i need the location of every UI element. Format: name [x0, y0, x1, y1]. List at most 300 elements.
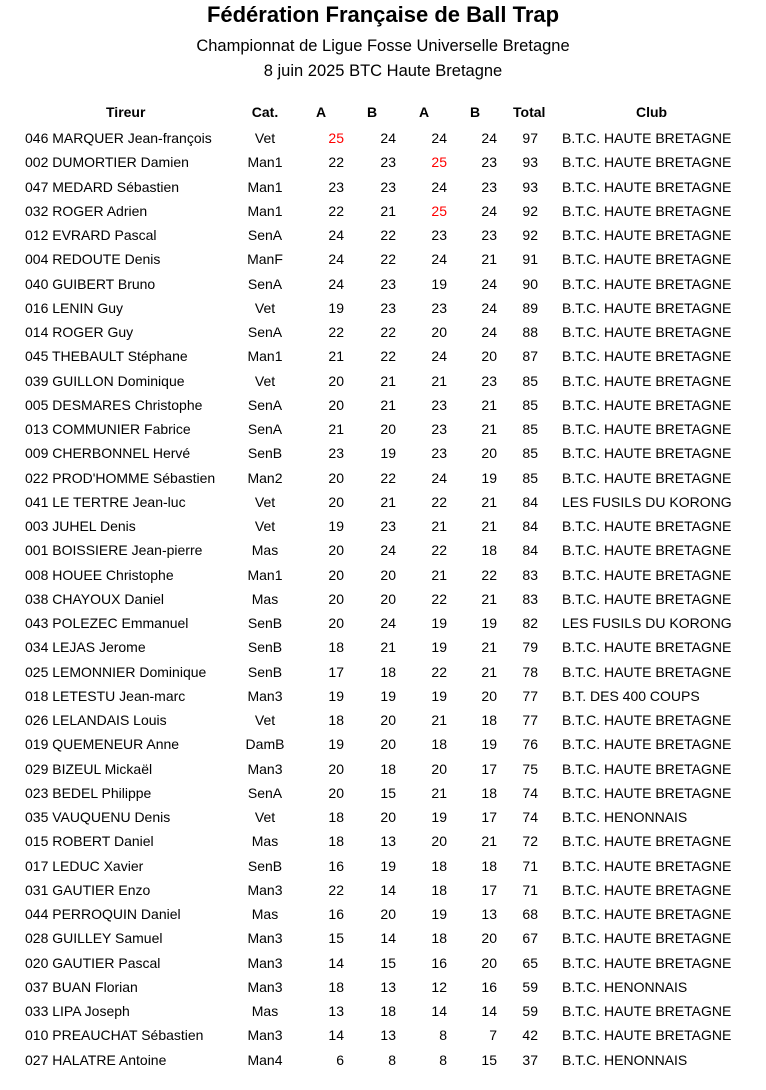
score-1: 19: [328, 687, 344, 704]
score-4: 24: [481, 324, 497, 340]
score-2: 21: [380, 372, 396, 389]
shooter-name: 040 GUIBERT Bruno: [25, 275, 156, 292]
score-1: 22: [328, 324, 344, 340]
table-row: [0, 417, 766, 441]
score-3: 25: [431, 154, 447, 171]
score-1: 22: [328, 202, 344, 219]
score-4: 21: [481, 833, 497, 850]
shooter-name: 025 LEMONNIER Dominique: [25, 663, 207, 680]
category: Man1: [247, 154, 283, 171]
total-score: 71: [522, 881, 538, 898]
score-4: 21: [481, 493, 497, 510]
score-4: 17: [481, 760, 497, 777]
score-2: 15: [380, 784, 396, 801]
score-2: 14: [380, 930, 396, 947]
shooter-name: 014 ROGER Guy: [25, 324, 134, 340]
document-subtitle: Championnat de Ligue Fosse Universelle Bretagne: [196, 37, 570, 55]
shooter-name: 004 REDOUTE Denis: [25, 251, 161, 268]
score-4: 21: [481, 663, 497, 680]
category: Vet: [254, 809, 276, 825]
score-2: 19: [380, 857, 396, 874]
table-row: [0, 757, 766, 781]
table-row: [0, 781, 766, 805]
score-1: 14: [328, 1027, 344, 1044]
category: SenA: [247, 396, 283, 413]
score-2: 22: [380, 251, 396, 268]
score-3: 22: [431, 542, 447, 559]
table-row: [0, 272, 766, 296]
score-2: 22: [380, 324, 396, 340]
score-1: 22: [328, 154, 344, 171]
score-4: 23: [481, 178, 497, 195]
score-3: 22: [431, 493, 447, 510]
table-row: [0, 854, 766, 878]
score-1: 21: [328, 421, 344, 437]
score-2: 20: [380, 421, 396, 437]
score-4: 20: [481, 930, 497, 947]
total-score: 87: [522, 348, 538, 365]
score-4: 20: [481, 348, 497, 365]
shooter-name: 031 GAUTIER Enzo: [25, 881, 151, 898]
table-row: [0, 684, 766, 708]
category: Man3: [247, 978, 283, 995]
score-1: 23: [328, 445, 344, 462]
score-4: 20: [481, 445, 497, 462]
score-2: 22: [380, 469, 396, 486]
score-2: 20: [380, 590, 396, 607]
score-3: 18: [431, 857, 447, 874]
score-3: 19: [431, 615, 447, 631]
club-name: B.T.C. HAUTE BRETAGNE: [562, 590, 732, 607]
header-score-4: B: [470, 104, 481, 120]
score-1: 18: [328, 978, 344, 995]
score-4: 7: [489, 1027, 497, 1044]
total-score: 82: [522, 615, 538, 631]
total-score: 85: [522, 421, 538, 437]
total-score: 92: [522, 227, 538, 243]
total-score: 65: [522, 954, 538, 971]
results-table-body: [0, 126, 766, 1072]
table-row: [0, 951, 766, 975]
category: Vet: [254, 130, 276, 146]
category: Man3: [247, 760, 283, 777]
total-score: 74: [522, 784, 538, 801]
table-row: [0, 199, 766, 223]
score-3: 22: [431, 590, 447, 607]
header-tireur: Tireur: [106, 104, 146, 120]
score-4: 21: [481, 396, 497, 413]
category: SenA: [247, 275, 283, 292]
category: DamB: [245, 736, 285, 753]
club-name: B.T.C. HAUTE BRETAGNE: [562, 348, 732, 365]
club-name: B.T.C. HAUTE BRETAGNE: [562, 372, 732, 389]
club-name: B.T.C. HAUTE BRETAGNE: [562, 445, 732, 462]
score-3: 18: [431, 930, 447, 947]
total-score: 84: [522, 518, 538, 534]
score-4: 18: [481, 784, 497, 801]
category: ManF: [247, 251, 283, 268]
score-3: 24: [431, 130, 447, 146]
shooter-name: 005 DESMARES Christophe: [25, 396, 203, 413]
total-score: 93: [522, 178, 538, 195]
category: Mas: [251, 906, 279, 922]
score-4: 18: [481, 857, 497, 874]
shooter-name: 034 LEJAS Jerome: [25, 639, 146, 656]
score-1: 20: [328, 542, 344, 559]
table-row: [0, 393, 766, 417]
category: Vet: [254, 372, 276, 389]
category: Man3: [247, 930, 283, 947]
score-2: 19: [380, 445, 396, 462]
total-score: 89: [522, 299, 538, 316]
shooter-name: 032 ROGER Adrien: [25, 202, 148, 219]
score-1: 20: [328, 760, 344, 777]
table-row: [0, 1048, 766, 1072]
score-3: 19: [431, 809, 447, 825]
table-row: [0, 587, 766, 611]
score-1: 18: [328, 639, 344, 656]
score-1: 18: [328, 833, 344, 850]
club-name: B.T.C. HAUTE BRETAGNE: [562, 881, 732, 898]
score-2: 18: [380, 1003, 396, 1019]
shooter-name: 018 LETESTU Jean-marc: [25, 687, 186, 704]
club-name: B.T.C. HAUTE BRETAGNE: [562, 542, 732, 559]
club-name: B.T.C. HENONNAIS: [562, 978, 688, 995]
score-3: 21: [431, 784, 447, 801]
shooter-name: 002 DUMORTIER Damien: [25, 154, 189, 171]
score-1: 21: [328, 348, 344, 365]
event-date-location: 8 juin 2025 BTC Haute Bretagne: [263, 62, 503, 80]
table-row: [0, 296, 766, 320]
club-name: B.T.C. HAUTE BRETAGNE: [562, 930, 732, 947]
table-row: [0, 175, 766, 199]
club-name: B.T.C. HENONNAIS: [562, 809, 688, 825]
score-1: 24: [328, 227, 344, 243]
total-score: 42: [522, 1027, 538, 1044]
shooter-name: 003 JUHEL Denis: [25, 518, 136, 534]
category: SenB: [247, 639, 283, 656]
score-4: 24: [481, 299, 497, 316]
score-2: 20: [380, 736, 396, 753]
total-score: 88: [522, 324, 538, 340]
category: SenA: [247, 421, 283, 437]
header-score-2: B: [367, 104, 378, 120]
score-3: 21: [431, 372, 447, 389]
club-name: B.T.C. HAUTE BRETAGNE: [562, 154, 732, 171]
score-4: 24: [481, 202, 497, 219]
total-score: 67: [522, 930, 538, 947]
score-2: 20: [380, 712, 396, 728]
score-3: 24: [431, 178, 447, 195]
total-score: 93: [522, 154, 538, 171]
score-2: 22: [380, 227, 396, 243]
club-name: B.T.C. HAUTE BRETAGNE: [562, 469, 732, 486]
total-score: 72: [522, 833, 538, 850]
category: Man1: [247, 348, 283, 365]
score-4: 23: [481, 154, 497, 171]
score-3: 24: [431, 251, 447, 268]
shooter-name: 047 MEDARD Sébastien: [25, 178, 180, 195]
shooter-name: 026 LELANDAIS Louis: [25, 712, 167, 728]
category: Man1: [247, 566, 283, 583]
score-3: 16: [431, 954, 447, 971]
total-score: 71: [522, 857, 538, 874]
table-row: [0, 805, 766, 829]
score-3: 25: [431, 202, 447, 219]
shooter-name: 023 BEDEL Philippe: [25, 784, 152, 801]
score-4: 17: [481, 881, 497, 898]
score-4: 14: [481, 1003, 497, 1019]
shooter-name: 012 EVRARD Pascal: [25, 227, 157, 243]
table-row: [0, 878, 766, 902]
score-1: 19: [328, 299, 344, 316]
category: Man1: [247, 178, 283, 195]
category: Mas: [251, 542, 279, 559]
table-row: [0, 538, 766, 562]
score-3: 19: [431, 275, 447, 292]
club-name: B.T.C. HAUTE BRETAGNE: [562, 639, 732, 656]
shooter-name: 043 POLEZEC Emmanuel: [25, 615, 189, 631]
club-name: B.T.C. HAUTE BRETAGNE: [562, 130, 732, 146]
score-4: 21: [481, 251, 497, 268]
score-3: 8: [439, 1027, 447, 1044]
total-score: 78: [522, 663, 538, 680]
total-score: 83: [522, 590, 538, 607]
total-score: 79: [522, 639, 538, 656]
table-row: [0, 1023, 766, 1047]
score-1: 20: [328, 784, 344, 801]
club-name: B.T.C. HAUTE BRETAGNE: [562, 954, 732, 971]
club-name: B.T.C. HAUTE BRETAGNE: [562, 251, 732, 268]
score-4: 21: [481, 639, 497, 656]
club-name: B.T.C. HAUTE BRETAGNE: [562, 1003, 732, 1019]
score-3: 23: [431, 299, 447, 316]
shooter-name: 045 THEBAULT Stéphane: [25, 348, 188, 365]
score-1: 18: [328, 712, 344, 728]
total-score: 76: [522, 736, 538, 753]
total-score: 77: [522, 687, 538, 704]
club-name: B.T.C. HAUTE BRETAGNE: [562, 178, 732, 195]
total-score: 59: [522, 978, 538, 995]
shooter-name: 029 BIZEUL Mickaël: [25, 760, 153, 777]
score-4: 19: [481, 736, 497, 753]
club-name: B.T.C. HAUTE BRETAGNE: [562, 663, 732, 680]
score-3: 23: [431, 396, 447, 413]
score-1: 25: [328, 130, 344, 146]
club-name: B.T.C. HAUTE BRETAGNE: [562, 421, 732, 437]
table-row: [0, 926, 766, 950]
club-name: B.T.C. HAUTE BRETAGNE: [562, 566, 732, 583]
score-4: 20: [481, 687, 497, 704]
score-1: 14: [328, 954, 344, 971]
club-name: B.T.C. HAUTE BRETAGNE: [562, 736, 732, 753]
category: Man3: [247, 1027, 283, 1044]
score-1: 24: [328, 251, 344, 268]
score-1: 20: [328, 372, 344, 389]
table-row: [0, 611, 766, 635]
score-2: 20: [380, 906, 396, 922]
category: SenB: [247, 445, 283, 462]
score-2: 14: [380, 881, 396, 898]
score-2: 13: [380, 833, 396, 850]
score-2: 23: [380, 154, 396, 171]
score-2: 22: [380, 348, 396, 365]
table-row: [0, 369, 766, 393]
score-2: 21: [380, 202, 396, 219]
table-row: [0, 441, 766, 465]
shooter-name: 022 PROD'HOMME Sébastien: [25, 469, 216, 486]
score-4: 20: [481, 954, 497, 971]
score-1: 19: [328, 518, 344, 534]
table-row: [0, 660, 766, 684]
shooter-name: 044 PERROQUIN Daniel: [25, 906, 181, 922]
score-3: 19: [431, 687, 447, 704]
category: Man2: [247, 469, 283, 486]
table-row: [0, 150, 766, 174]
score-2: 13: [380, 978, 396, 995]
shooter-name: 037 BUAN Florian: [25, 978, 138, 995]
category: SenB: [247, 857, 283, 874]
score-1: 20: [328, 493, 344, 510]
club-name: B.T.C. HAUTE BRETAGNE: [562, 906, 732, 922]
score-1: 18: [328, 809, 344, 825]
shooter-name: 041 LE TERTRE Jean-luc: [25, 493, 186, 510]
score-3: 18: [431, 881, 447, 898]
score-1: 19: [328, 736, 344, 753]
shooter-name: 017 LEDUC Xavier: [25, 857, 144, 874]
score-4: 21: [481, 421, 497, 437]
score-2: 8: [388, 1051, 396, 1068]
shooter-name: 010 PREAUCHAT Sébastien: [25, 1027, 204, 1044]
category: Man1: [247, 202, 283, 219]
score-2: 19: [380, 687, 396, 704]
score-3: 23: [431, 421, 447, 437]
score-3: 20: [431, 324, 447, 340]
shooter-name: 020 GAUTIER Pascal: [25, 954, 161, 971]
table-row: [0, 247, 766, 271]
club-name: B.T.C. HAUTE BRETAGNE: [562, 518, 732, 534]
score-3: 8: [439, 1051, 447, 1068]
header-score-3: A: [419, 104, 430, 120]
score-3: 18: [431, 736, 447, 753]
shooter-name: 016 LENIN Guy: [25, 299, 124, 316]
table-row: [0, 708, 766, 732]
score-1: 24: [328, 275, 344, 292]
category: SenA: [247, 227, 283, 243]
table-row: [0, 975, 766, 999]
shooter-name: 027 HALATRE Antoine: [25, 1051, 167, 1068]
table-row: [0, 320, 766, 344]
score-1: 17: [328, 663, 344, 680]
table-row: [0, 732, 766, 756]
score-2: 23: [380, 275, 396, 292]
total-score: 84: [522, 493, 538, 510]
category: Mas: [251, 590, 279, 607]
score-4: 24: [481, 130, 497, 146]
score-4: 16: [481, 978, 497, 995]
category: Vet: [254, 712, 276, 728]
club-name: B.T.C. HAUTE BRETAGNE: [562, 784, 732, 801]
score-3: 21: [431, 518, 447, 534]
total-score: 85: [522, 469, 538, 486]
score-4: 19: [481, 469, 497, 486]
table-row: [0, 223, 766, 247]
score-1: 16: [328, 906, 344, 922]
total-score: 75: [522, 760, 538, 777]
total-score: 92: [522, 202, 538, 219]
category: Mas: [251, 1003, 279, 1019]
score-1: 23: [328, 178, 344, 195]
table-row: [0, 514, 766, 538]
header-total: Total: [513, 104, 546, 120]
club-name: B.T.C. HAUTE BRETAGNE: [562, 1027, 732, 1044]
score-3: 21: [431, 566, 447, 583]
score-4: 19: [481, 615, 497, 631]
category: Vet: [254, 518, 276, 534]
table-row: [0, 635, 766, 659]
score-2: 18: [380, 663, 396, 680]
club-name: B.T. DES 400 COUPS: [562, 687, 700, 704]
score-4: 24: [481, 275, 497, 292]
table-row: [0, 344, 766, 368]
score-1: 13: [328, 1003, 344, 1019]
score-3: 22: [431, 663, 447, 680]
category: SenA: [247, 784, 283, 801]
score-3: 19: [431, 639, 447, 656]
score-4: 21: [481, 590, 497, 607]
total-score: 85: [522, 396, 538, 413]
score-2: 23: [380, 518, 396, 534]
score-3: 20: [431, 833, 447, 850]
score-3: 23: [431, 445, 447, 462]
club-name: LES FUSILS DU KORONG: [562, 493, 732, 510]
score-1: 20: [328, 615, 344, 631]
score-2: 20: [380, 566, 396, 583]
club-name: B.T.C. HENONNAIS: [562, 1051, 688, 1068]
score-2: 21: [380, 396, 396, 413]
total-score: 85: [522, 445, 538, 462]
shooter-name: 033 LIPA Joseph: [25, 1003, 130, 1019]
score-4: 15: [481, 1051, 497, 1068]
table-row: [0, 999, 766, 1023]
document-title: Fédération Française de Ball Trap: [206, 2, 560, 27]
score-1: 15: [328, 930, 344, 947]
score-4: 17: [481, 809, 497, 825]
shooter-name: 046 MARQUER Jean-françois: [25, 130, 212, 146]
shooter-name: 028 GUILLEY Samuel: [25, 930, 163, 947]
table-row: [0, 563, 766, 587]
club-name: B.T.C. HAUTE BRETAGNE: [562, 857, 732, 874]
score-2: 24: [380, 542, 396, 559]
club-name: LES FUSILS DU KORONG: [562, 615, 732, 631]
score-1: 22: [328, 881, 344, 898]
score-2: 13: [380, 1027, 396, 1044]
shooter-name: 039 GUILLON Dominique: [25, 372, 185, 389]
score-1: 20: [328, 469, 344, 486]
score-2: 24: [380, 130, 396, 146]
score-3: 21: [431, 712, 447, 728]
total-score: 37: [522, 1051, 538, 1068]
category: Mas: [251, 833, 279, 850]
header-cat: Cat.: [251, 104, 279, 120]
score-4: 23: [481, 227, 497, 243]
club-name: B.T.C. HAUTE BRETAGNE: [562, 833, 732, 850]
total-score: 97: [522, 130, 538, 146]
table-row: [0, 829, 766, 853]
score-1: 20: [328, 590, 344, 607]
shooter-name: 035 VAUQUENU Denis: [25, 809, 171, 825]
club-name: B.T.C. HAUTE BRETAGNE: [562, 202, 732, 219]
